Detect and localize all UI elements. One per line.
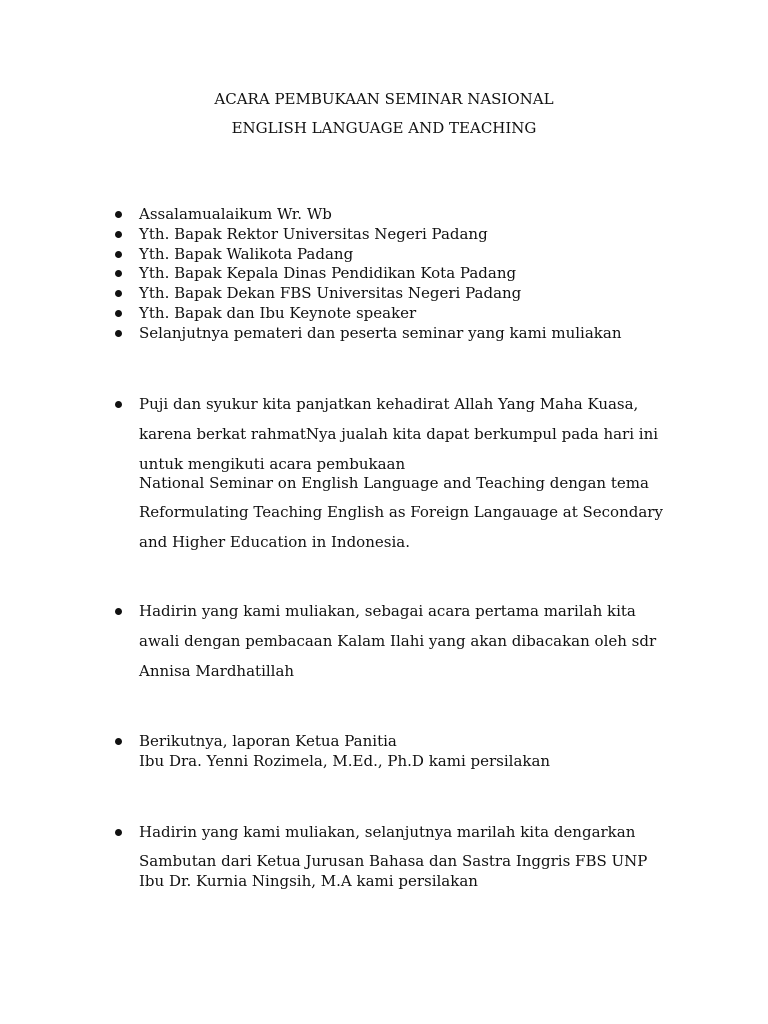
greeting-text: Yth. Bapak Rektor Universitas Negeri Padang	[139, 225, 488, 243]
greeting-text: Yth. Bapak dan Ibu Keynote speaker	[139, 304, 417, 322]
bullet-icon	[115, 270, 122, 277]
paragraph-line: untuk mengikuti acara pembukaan	[139, 455, 406, 473]
document-subtitle: ENGLISH LANGUAGE AND TEACHING	[231, 119, 537, 137]
bullet-icon	[115, 401, 122, 408]
paragraph-line: karena berkat rahmatNya jualah kita dapat berkumpul pada hari ini	[139, 425, 659, 443]
greeting-text: Yth. Bapak Kepala Dinas Pendidikan Kota Padang	[139, 264, 517, 282]
greeting-text: Yth. Bapak Dekan FBS Universitas Negeri Padang	[139, 284, 522, 302]
paragraph-line: Hadirin yang kami muliakan, sebagai acara pertama marilah kita	[139, 602, 636, 620]
paragraph-line: Reformulating Teaching English as Foreign Langauage at Secondary	[139, 503, 663, 521]
paragraph-line: Ibu Dra. Yenni Rozimela, M.Ed., Ph.D kami persilakan	[139, 752, 551, 770]
paragraph-line: awali dengan pembacaan Kalam Ilahi yang akan dibacakan oleh sdr	[139, 632, 657, 650]
paragraph-line: Berikutnya, laporan Ketua Panitia	[139, 732, 397, 750]
bullet-icon	[115, 290, 122, 297]
paragraph-line: Puji dan syukur kita panjatkan kehadirat Allah Yang Maha Kuasa,	[139, 395, 639, 413]
greeting-text: Yth. Bapak Walikota Padang	[139, 245, 354, 263]
bullet-icon	[115, 310, 122, 317]
bullet-icon	[115, 738, 122, 745]
paragraph-line: National Seminar on English Language and Teaching dengan tema	[139, 474, 649, 492]
bullet-icon	[115, 330, 122, 337]
paragraph-line: and Higher Education in Indonesia.	[139, 533, 410, 551]
bullet-icon	[115, 231, 122, 238]
paragraph-line: Annisa Mardhatillah	[139, 662, 295, 680]
bullet-icon	[115, 251, 122, 258]
bullet-icon	[115, 211, 122, 218]
bullet-icon	[115, 608, 122, 615]
paragraph-line: Hadirin yang kami muliakan, selanjutnya marilah kita dengarkan	[139, 823, 636, 841]
greeting-text: Assalamualaikum Wr. Wb	[139, 205, 332, 223]
document-title: ACARA PEMBUKAAN SEMINAR NASIONAL	[214, 90, 554, 108]
paragraph-line: Ibu Dr. Kurnia Ningsih, M.A kami persilakan	[139, 872, 478, 890]
greeting-text: Selanjutnya pemateri dan peserta seminar yang kami muliakan	[139, 324, 622, 342]
bullet-icon	[115, 829, 122, 836]
paragraph-line: Sambutan dari Ketua Jurusan Bahasa dan Sastra Inggris FBS UNP	[139, 852, 648, 870]
